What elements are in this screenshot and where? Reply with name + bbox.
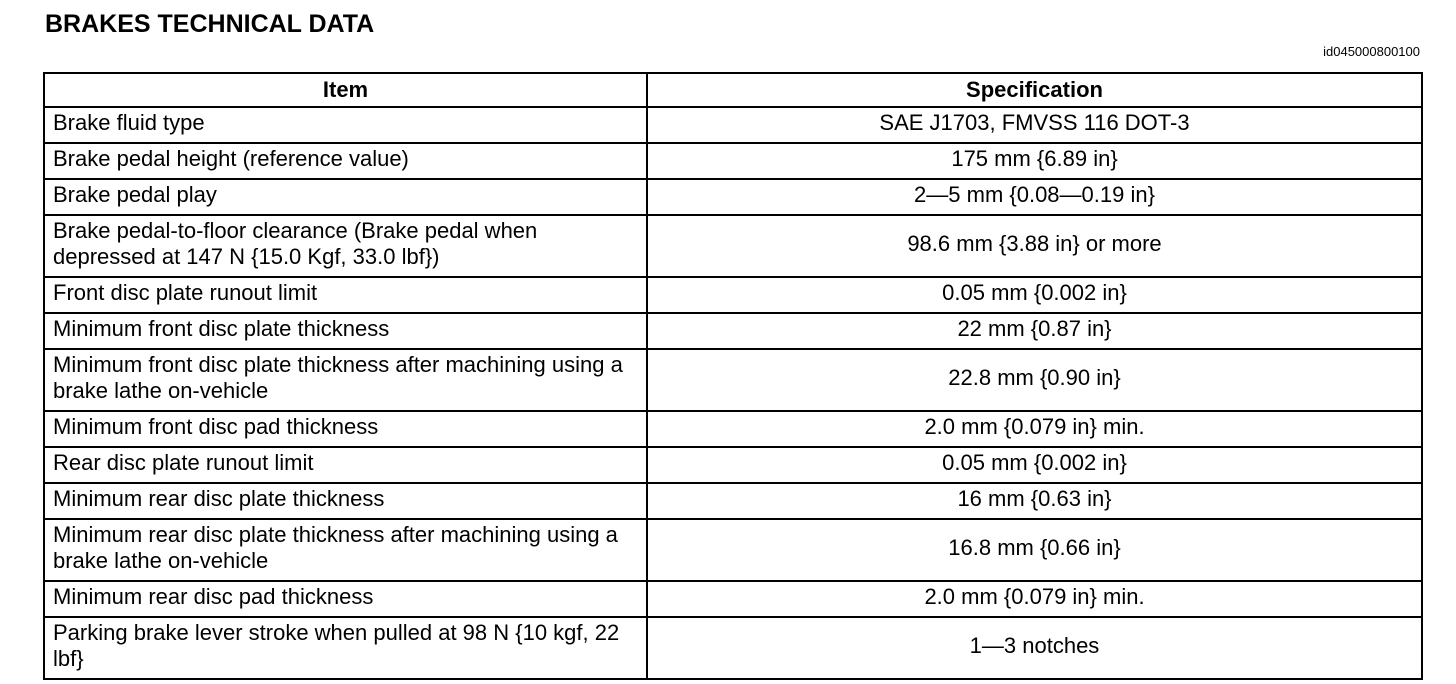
technical-data-table — [43, 72, 1423, 680]
table-row — [44, 447, 1422, 483]
table-header-row — [44, 73, 1422, 107]
column-header-specification: Specification — [647, 73, 1422, 107]
specification-cell: 0.05 mm {0.002 in} — [647, 447, 1422, 483]
column-header-item: Item — [44, 73, 647, 107]
table-row — [44, 313, 1422, 349]
table-row — [44, 483, 1422, 519]
table-row — [44, 617, 1422, 679]
specification-cell: 175 mm {6.89 in} — [647, 143, 1422, 179]
document-id: id045000800100 — [1323, 44, 1420, 59]
specification-cell: 22.8 mm {0.90 in} — [647, 349, 1422, 411]
item-cell: Minimum front disc plate thickness — [44, 313, 647, 349]
specification-cell: 2—5 mm {0.08—0.19 in} — [647, 179, 1422, 215]
item-cell: Brake pedal-to-floor clearance (Brake pedal when depressed at 147 N {15.0 Kgf, 33.0 lbf}) — [44, 215, 647, 277]
table-row — [44, 107, 1422, 143]
item-cell: Front disc plate runout limit — [44, 277, 647, 313]
item-cell: Brake pedal play — [44, 179, 647, 215]
item-cell: Brake pedal height (reference value) — [44, 143, 647, 179]
table-row — [44, 179, 1422, 215]
item-cell: Minimum rear disc pad thickness — [44, 581, 647, 617]
table-row — [44, 215, 1422, 277]
table-row — [44, 411, 1422, 447]
item-cell: Parking brake lever stroke when pulled at 98 N {10 kgf, 22 lbf} — [44, 617, 647, 679]
table-row — [44, 349, 1422, 411]
specification-cell: SAE J1703, FMVSS 116 DOT-3 — [647, 107, 1422, 143]
specification-cell: 16 mm {0.63 in} — [647, 483, 1422, 519]
specification-cell: 1—3 notches — [647, 617, 1422, 679]
table-row — [44, 519, 1422, 581]
specification-cell: 16.8 mm {0.66 in} — [647, 519, 1422, 581]
specification-cell: 2.0 mm {0.079 in} min. — [647, 581, 1422, 617]
item-cell: Minimum front disc pad thickness — [44, 411, 647, 447]
specification-cell: 22 mm {0.87 in} — [647, 313, 1422, 349]
specification-cell: 2.0 mm {0.079 in} min. — [647, 411, 1422, 447]
item-cell: Rear disc plate runout limit — [44, 447, 647, 483]
item-cell: Minimum rear disc plate thickness — [44, 483, 647, 519]
table-row — [44, 143, 1422, 179]
specification-cell: 0.05 mm {0.002 in} — [647, 277, 1422, 313]
item-cell: Minimum front disc plate thickness after machining using a brake lathe on-vehicle — [44, 349, 647, 411]
item-cell: Brake fluid type — [44, 107, 647, 143]
table-row — [44, 277, 1422, 313]
item-cell: Minimum rear disc plate thickness after machining using a brake lathe on-vehicle — [44, 519, 647, 581]
table-row — [44, 581, 1422, 617]
specification-cell: 98.6 mm {3.88 in} or more — [647, 215, 1422, 277]
page-title: BRAKES TECHNICAL DATA — [45, 10, 375, 38]
